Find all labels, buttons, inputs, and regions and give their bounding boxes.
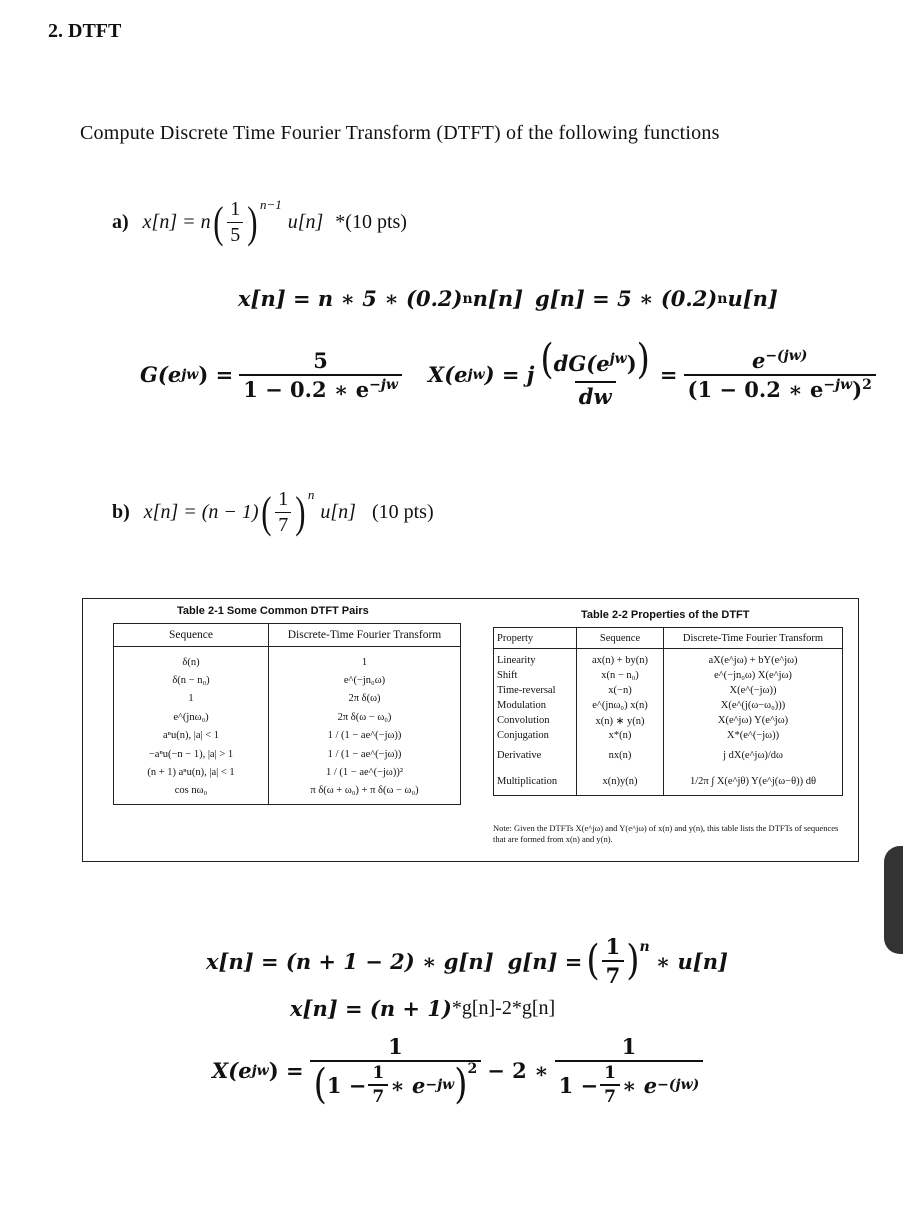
table-row: e^(jnω₀) 2π δ(ω − ω₀) [114, 708, 461, 726]
part-a-label: a) [112, 211, 129, 233]
solution-a-line2: G(e jw ) = $\frac{5}{1 - 0.2 ∗ e^{-jw}}$ X(e jw ) = j $\frac{(dG(e^{jw}))}{dw}$ = $\frac{e^{-(jw)}}{(1 - 0.2 ∗ e^{-jw})^2}$ [140, 340, 878, 409]
side-panel-handle[interactable] [884, 846, 903, 954]
table-row: δ(n) 1 [114, 647, 461, 672]
table-row: Time-reversal x(−n) X(e^(−jω)) [494, 683, 843, 698]
table-row: −aⁿu(−n − 1), |a| > 1 1 / (1 − ae^(−jω)) [114, 745, 461, 763]
part-a-points: *(10 pts) [335, 211, 407, 233]
part-b-statement: b) x[n] = (n − 1) ( $\frac{1}{7}$ ) n u[n] (10 pts) [112, 486, 434, 537]
solution-b-line3: X(e jw ) = 1 ( 1 − $\frac{1}{7}$ ∗ e −jw ) $^2$ − 2 ∗ 1 1 − $\frac{1}{7}$ ∗ e −(jw) [212, 1034, 705, 1107]
part-b-fraction: $\frac{1}{7}$ [275, 488, 291, 537]
solution-b-line1: x[n] = (n + 1 − 2) ∗ g[n] g[n] = ( $\frac{1}{7}$ ) $^n$ ∗ u[n] [206, 934, 728, 988]
table-row: aⁿu(n), |a| < 1 1 / (1 − ae^(−jω)) [114, 727, 461, 745]
table-row: (n + 1) aⁿu(n), |a| < 1 1 / (1 − ae^(−jω))² [114, 763, 461, 781]
table-row: Derivative nx(n) j dX(e^jω)/dω [494, 743, 843, 767]
section-heading: 2. DTFT [48, 20, 122, 42]
table-row: Convolution x(n) ∗ y(n) X(e^jω) Y(e^jω) [494, 713, 843, 728]
table1-dtft-pairs [113, 623, 461, 805]
table-row: Shift x(n − n₀) e^(−jn₀ω) X(e^jω) [494, 668, 843, 683]
dtft-tables-image [82, 598, 859, 862]
table-row: Conjugation x*(n) X*(e^(−jω)) [494, 728, 843, 743]
part-b-rhs: u[n] [320, 501, 356, 523]
part-b-exponent: n [307, 486, 315, 502]
part-a-exponent: n−1 [259, 196, 282, 212]
table1-header-sequence: Sequence [114, 624, 269, 647]
table2-header-transform: Discrete-Time Fourier Transform [664, 628, 843, 649]
part-a-statement: a) x[n] = n ( $\frac{1}{5}$ ) n−1 u[n] *(10 pts) [112, 196, 407, 247]
solution-b-line2: x[n] = (n + 1) *g[n]-2*g[n] [290, 996, 556, 1021]
table-row: cos nω₀ π δ(ω + ω₀) + π δ(ω − ω₀) [114, 782, 461, 805]
part-b-points: (10 pts) [371, 501, 434, 523]
table-row: δ(n − n₀) e^(−jn₀ω) [114, 671, 461, 689]
part-a-rhs: u[n] [287, 211, 324, 233]
solution-a-line1: x[n] = n ∗ 5 ∗ (0.2) n n[n] g[n] = 5 ∗ (0.2) n u[n] [238, 286, 778, 311]
problem-intro: Compute Discrete Time Fourier Transform (DTFT) of the following functions [80, 122, 720, 144]
table1-header-transform: Discrete-Time Fourier Transform [269, 624, 461, 647]
table-row: Multiplication x(n)y(n) 1/2π ∫ X(e^jθ) Y(e^j(ω−θ)) dθ [494, 767, 843, 796]
table2-caption: Table 2-2 Properties of the DTFT [581, 609, 750, 621]
part-a-lhs: x[n] = n [142, 211, 211, 233]
table-row: 1 2π δ(ω) [114, 690, 461, 708]
table2-note: Note: Given the DTFTs X(e^jω) and Y(e^jω) of x(n) and y(n), this table lists the DTFTs of sequences that are formed from x(n) and y(n). [493, 823, 839, 844]
table2-header-sequence: Sequence [577, 628, 664, 649]
table1-caption: Table 2-1 Some Common DTFT Pairs [177, 605, 369, 617]
part-a-fraction: $\frac{1}{5}$ [227, 198, 243, 247]
table-row: Modulation e^(jnω₀) x(n) X(e^(j(ω−ω₀))) [494, 698, 843, 713]
table2-header-property: Property [494, 628, 577, 649]
table-row: Linearity ax(n) + by(n) aX(e^jω) + bY(e^jω) [494, 649, 843, 669]
part-b-lhs: x[n] = (n − 1) [143, 501, 259, 523]
part-b-label: b) [112, 501, 130, 523]
table2-dtft-properties [493, 627, 843, 796]
